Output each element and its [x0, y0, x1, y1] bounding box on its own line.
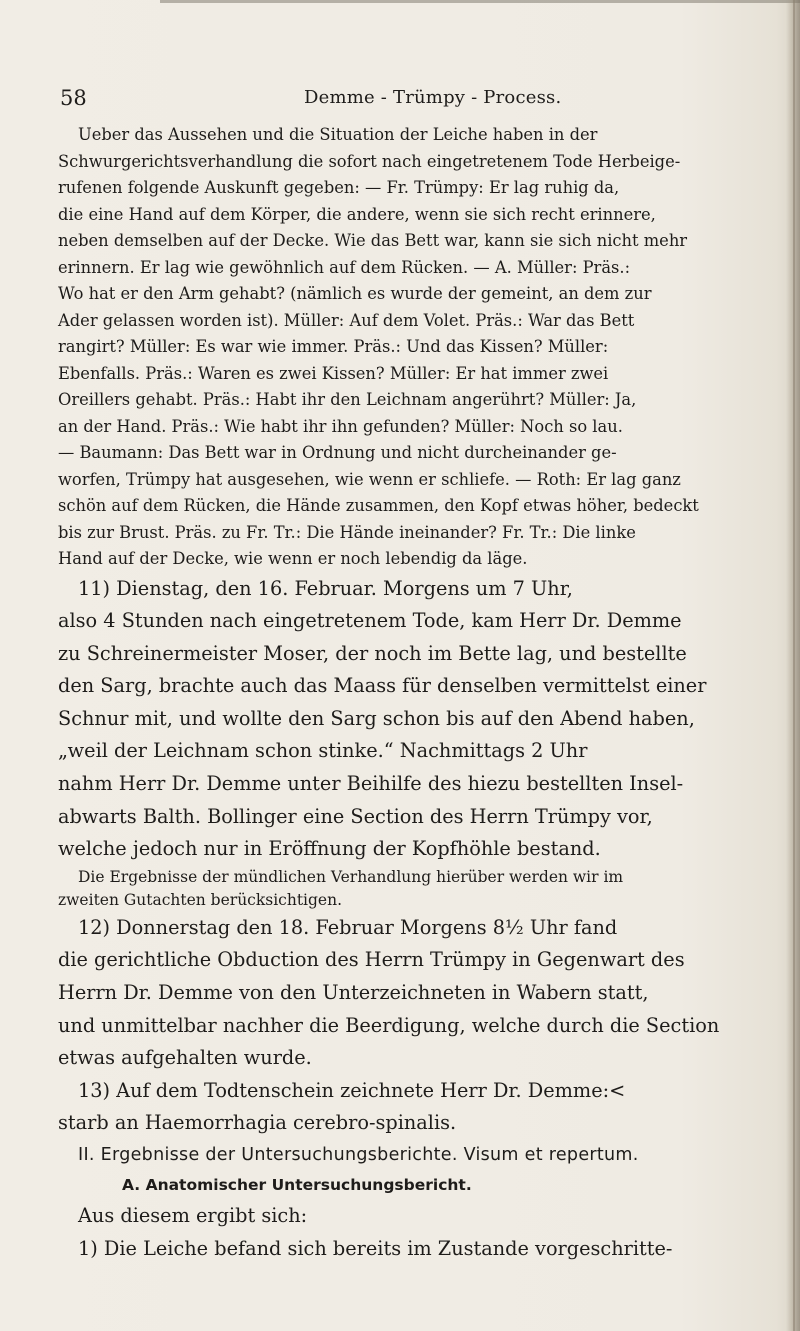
text-line: Ueber das Aussehen und die Situation der Leiche haben in der: [78, 125, 598, 144]
text-line: also 4 Stunden nach eingetretenem Tode, kam Herr Dr. Demme: [58, 609, 682, 633]
page-header: [0, 84, 800, 114]
text-line: Wo hat er den Arm gehabt? (nämlich es wurde der gemeint, an dem zur: [58, 284, 652, 303]
section-heading-roman: [58, 1140, 780, 1171]
section-title: II. Ergebnisse der Untersuchungsberichte. Visum et repertum.: [78, 1145, 639, 1165]
text-line: Schwurgerichtsverhandlung die sofort nach eingetretenem Tode Herbeige-: [58, 151, 681, 171]
text-line: die eine Hand auf dem Körper, die andere, wenn sie sich recht erinnere,: [58, 204, 656, 224]
paragraph-11: [58, 573, 780, 866]
text-line: und unmittelbar nachher die Beerdigung, welche durch die Section: [58, 1013, 720, 1037]
text-line: rufenen folgende Auskunft gegeben: — Fr. Trümpy: Er lag ruhig da,: [58, 178, 620, 197]
text-line: welche jedoch nur in Eröffnung der Kopfhöhle bestand.: [58, 837, 601, 861]
text-line: rangirt? Müller: Es war wie immer. Präs.: Und das Kissen? Müller:: [58, 337, 609, 356]
paragraph-results: [58, 1200, 780, 1265]
text-line: worfen, Trümpy hat ausgesehen, wie wenn er schliefe. — Roth: Er lag ganz: [58, 469, 681, 489]
page-number: 58: [60, 86, 87, 110]
text-line: Oreillers gehabt. Präs.: Habt ihr den Leichnam angerührt? Müller: Ja,: [58, 390, 637, 409]
text-line: „weil der Leichnam schon stinke.“ Nachmittags 2 Uhr: [58, 739, 588, 763]
text-line: Schnur mit, und wollte den Sarg schon bis auf den Abend haben,: [58, 706, 695, 730]
text-line: abwarts Balth. Bollinger eine Section des Herrn Trümpy vor,: [58, 804, 653, 828]
text-line: zweiten Gutachten berücksichtigen.: [58, 890, 343, 909]
text-line: 12) Donnerstag den 18. Februar Morgens 8½ Uhr fand: [78, 915, 618, 939]
note-11: [58, 866, 780, 912]
paragraph-12: [58, 912, 780, 1075]
text-line: zu Schreinermeister Moser, der noch im Bette lag, und bestellte: [58, 641, 687, 665]
body-text: [58, 122, 780, 1265]
text-line: etwas aufgehalten wurde.: [58, 1046, 312, 1070]
text-line: Ader gelassen worden ist). Müller: Auf dem Volet. Präs.: War das Bett: [58, 310, 635, 330]
text-line: an der Hand. Präs.: Wie habt ihr ihn gefunden? Müller: Noch so lau.: [58, 416, 623, 436]
running-title: Demme - Trümpy - Process.: [304, 87, 562, 108]
text-line: erinnern. Er lag wie gewöhnlich auf dem Rücken. — A. Müller: Präs.:: [58, 257, 631, 277]
text-line: 1) Die Leiche befand sich bereits im Zustande vorgeschritte-: [78, 1236, 673, 1260]
text-line: Hand auf der Decke, wie wenn er noch lebendig da läge.: [58, 549, 528, 568]
section-heading-sub: [58, 1171, 780, 1200]
top-rule: [160, 0, 800, 3]
text-line: 11) Dienstag, den 16. Februar. Morgens um 7 Uhr,: [78, 576, 573, 600]
text-line: schön auf dem Rücken, die Hände zusammen, den Kopf etwas höher, bedeckt: [58, 496, 699, 515]
text-line: Herrn Dr. Demme von den Unterzeichneten in Wabern statt,: [58, 981, 649, 1005]
paragraph-testimony: [58, 122, 780, 573]
text-line: Ebenfalls. Präs.: Waren es zwei Kissen? Müller: Er hat immer zwei: [58, 363, 609, 383]
text-line: 13) Auf dem Todtenschein zeichnete Herr Dr. Demme:<: [78, 1078, 626, 1102]
text-line: — Baumann: Das Bett war in Ordnung und nicht durcheinander ge-: [58, 443, 617, 462]
text-line: bis zur Brust. Präs. zu Fr. Tr.: Die Hände ineinander? Fr. Tr.: Die linke: [58, 522, 636, 542]
text-line: starb an Haemorrhagia cerebro-spinalis.: [58, 1111, 457, 1135]
text-line: Aus diesem ergibt sich:: [78, 1204, 308, 1227]
text-line: den Sarg, brachte auch das Maass für denselben vermittelst einer: [58, 674, 707, 698]
subsection-title: A. Anatomischer Untersuchungsbericht.: [122, 1176, 472, 1194]
text-line: Die Ergebnisse der mündlichen Verhandlung hierüber werden wir im: [78, 867, 624, 886]
text-line: die gerichtliche Obduction des Herrn Trümpy in Gegenwart des: [58, 948, 685, 972]
page-edge-line: [793, 0, 795, 1331]
paragraph-13: [58, 1075, 780, 1140]
text-line: neben demselben auf der Decke. Wie das Bett war, kann sie sich nicht mehr: [58, 231, 688, 250]
text-line: nahm Herr Dr. Demme unter Beihilfe des hiezu bestellten Insel-: [58, 772, 684, 796]
